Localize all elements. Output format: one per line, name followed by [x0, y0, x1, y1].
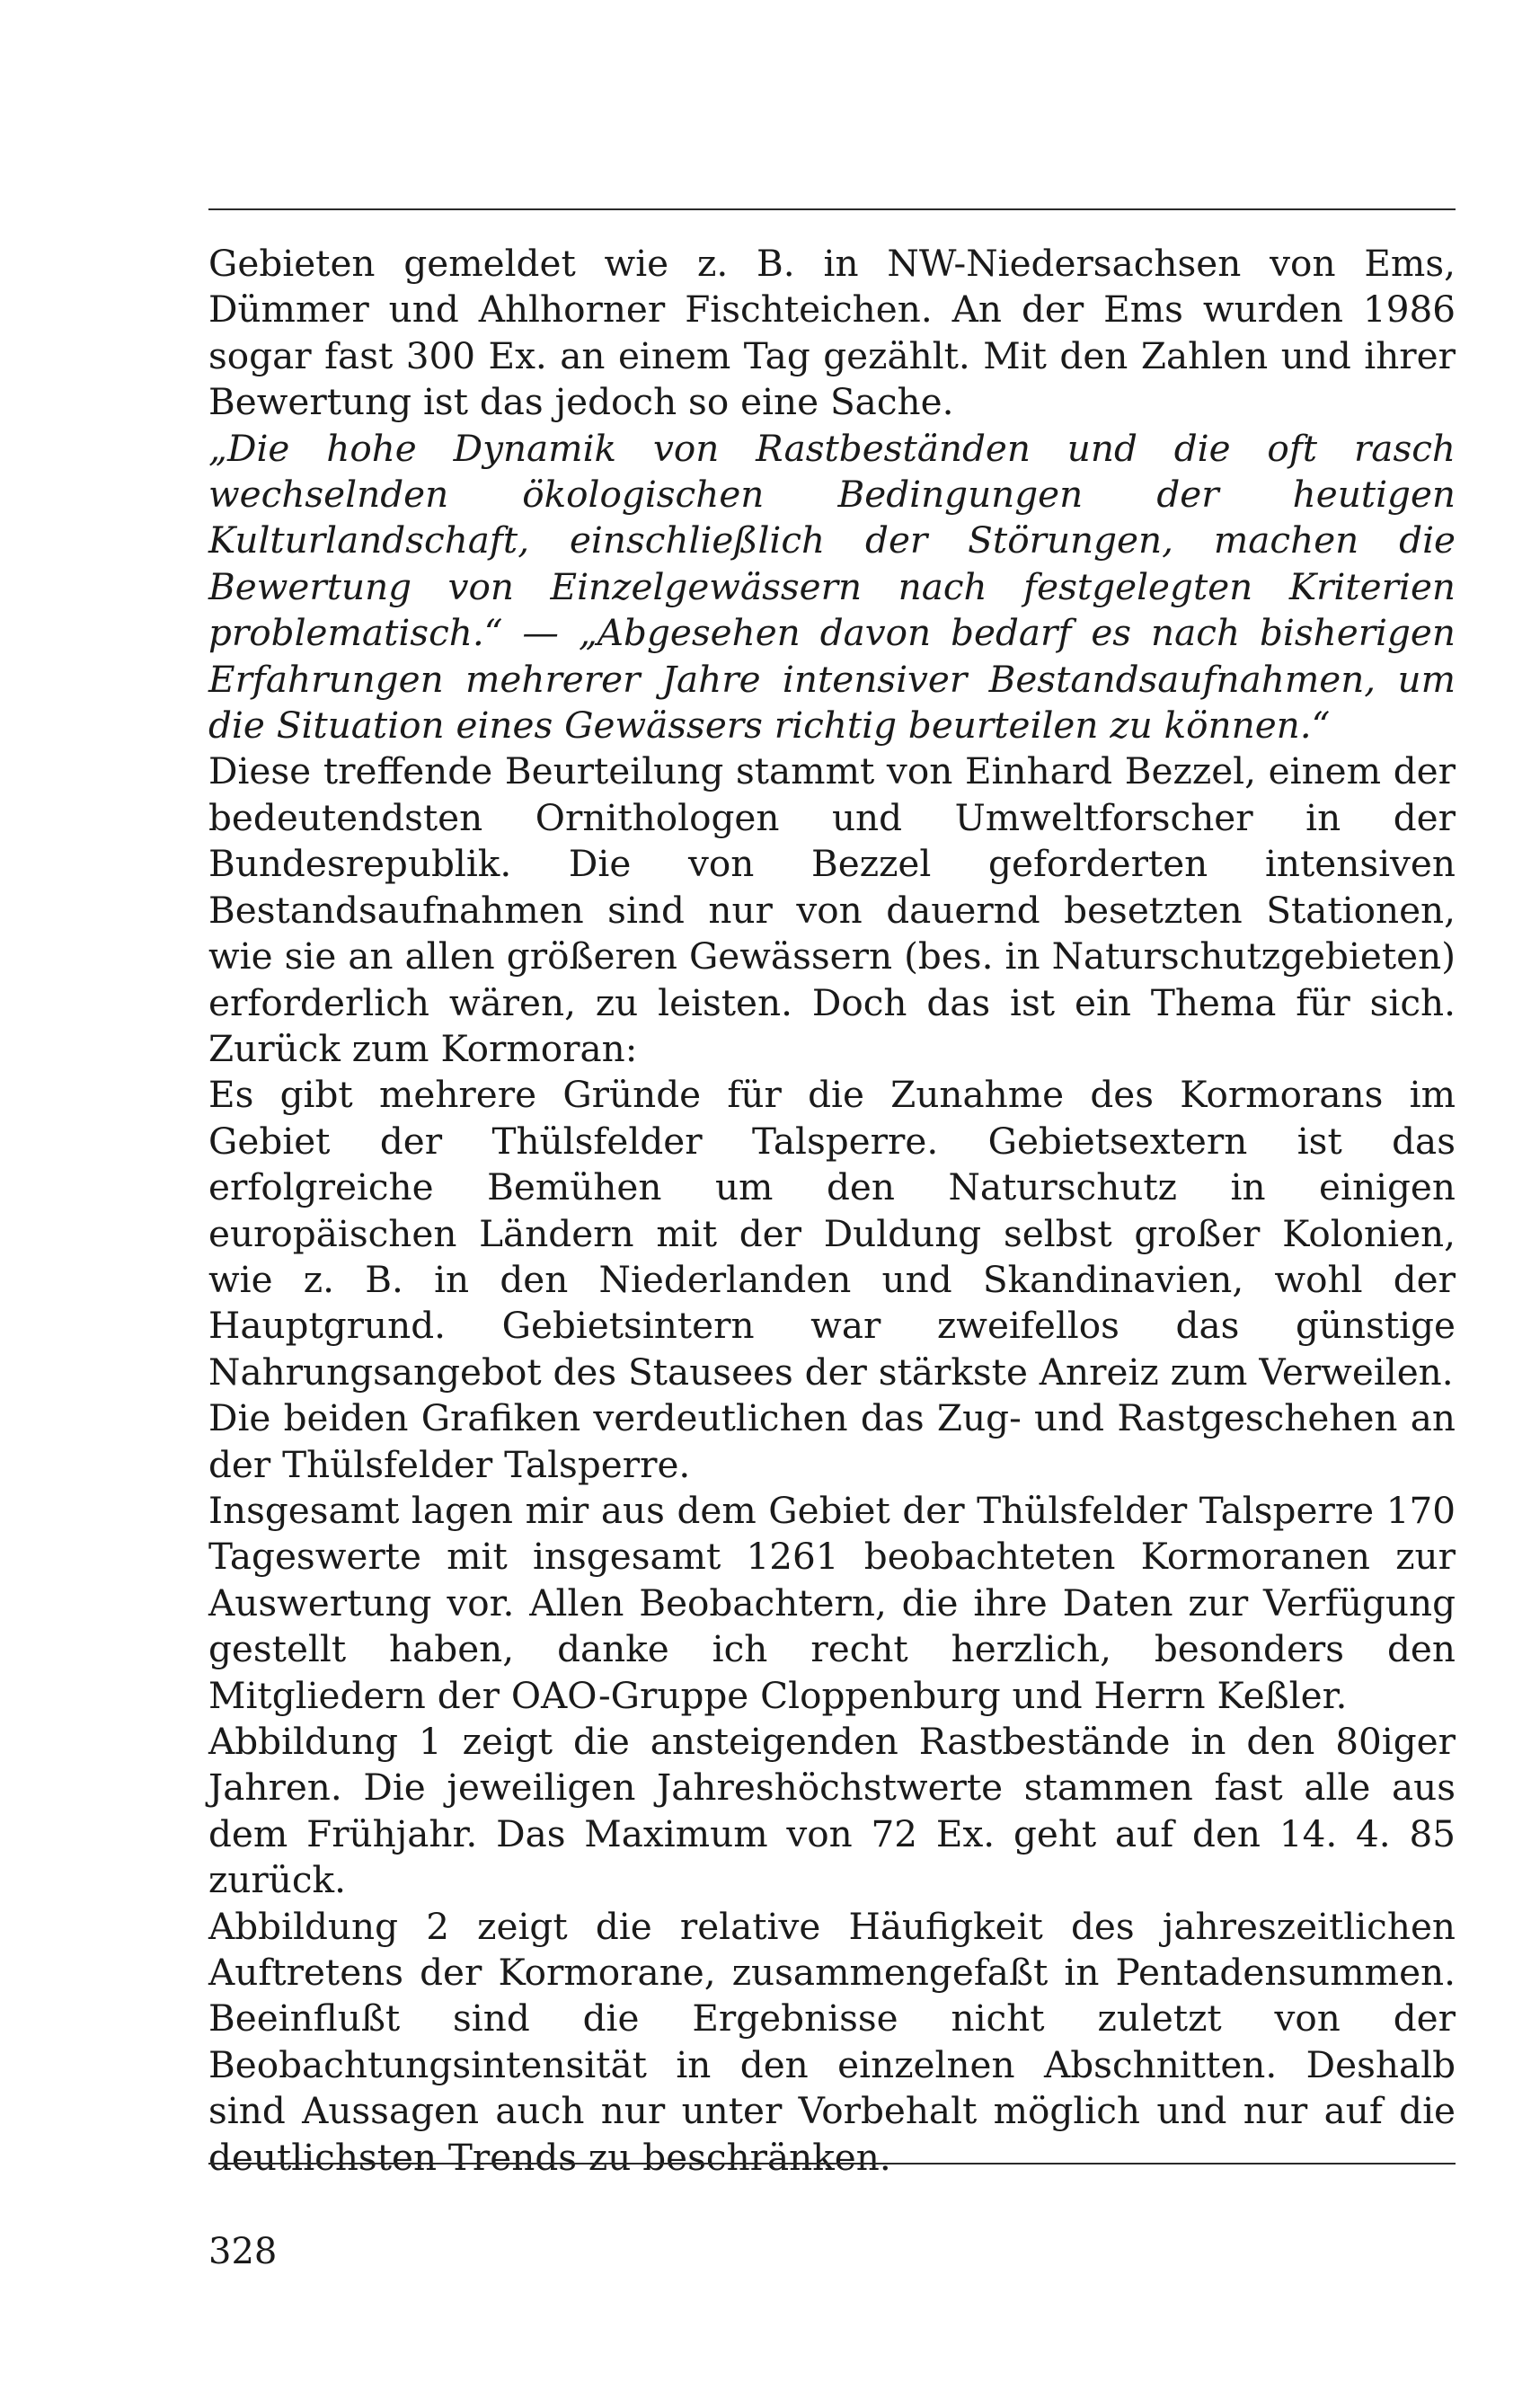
paragraph-1: Gebieten gemeldet wie z. B. in NW-Niedersachsen von Ems, Dümmer und Ahlhorner Fischteichen. An der Ems wurden 1986 sogar fast 300 Ex. an einem Tag gezählt. Mit den Zahlen und ihrer Bewertung ist das jedoch so eine Sache.	[208, 242, 1456, 424]
quote-paragraph: „Die hohe Dynamik von Rastbeständen und die oft rasch wechselnden ökologischen Bedingungen der heutigen Kulturlandschaft, einschließlich der Störungen, machen die Bewertung von Einzelgewässern nach festgelegten Kriterien problematisch.“ — „Abgesehen davon bedarf es nach bisherigen Erfahrungen mehrerer Jahre intensiver Bestandsaufnahmen, um die Situation eines Gewässers richtig beurteilen zu können.“	[208, 426, 1456, 748]
page-number: 328	[208, 2231, 278, 2272]
bottom-rule	[208, 2163, 1456, 2165]
paragraph-7: Abbildung 1 zeigt die ansteigenden Rastbestände in den 80iger Jahren. Die jeweiligen Jahreshöchstwerte stammen fast alle aus dem Frühjahr. Das Maximum von 72 Ex. geht auf den 14. 4. 85 zurück.	[208, 1720, 1456, 1902]
paragraph-4: Es gibt mehrere Gründe für die Zunahme des Kormorans im Gebiet der Thülsfelder Talsperre. Gebietsextern ist das erfolgreiche Bemühen um den Naturschutz in einigen europäischen Ländern mit der Duldung selbst großer Kolonien, wie z. B. in den Niederlanden und Skandinavien, wohl der Hauptgrund. Gebietsintern war zweifellos das günstige Nahrungsangebot des Stausees der stärkste Anreiz zum Verweilen.	[208, 1073, 1456, 1394]
paragraph-5: Die beiden Grafiken verdeutlichen das Zug- und Rastgeschehen an der Thülsfelder Talsperre.	[208, 1396, 1456, 1486]
paragraph-6: Insgesamt lagen mir aus dem Gebiet der Thülsfelder Talsperre 170 Tageswerte mit insgesamt 1261 beobachteten Kormoranen zur Auswertung vor. Allen Beobachtern, die ihre Daten zur Verfügung gestellt haben, danke ich recht herzlich, besonders den Mitgliedern der OAO-Gruppe Cloppenburg und Herrn Keßler.	[208, 1488, 1456, 1717]
paragraph-3: Diese treffende Beurteilung stammt von Einhard Bezzel, einem der bedeutendsten Ornithologen und Umweltforscher in der Bundesrepublik. Die von Bezzel geforderten intensiven Bestandsaufnahmen sind nur von dauernd besetzten Stationen, wie sie an allen größeren Gewässern (bes. in Naturschutzgebieten) erforderlich wären, zu leisten. Doch das ist ein Thema für sich. Zurück zum Kormoran:	[208, 749, 1456, 1070]
body-text	[208, 241, 1456, 2181]
paragraph-8: Abbildung 2 zeigt die relative Häufigkeit des jahreszeitlichen Auftretens der Kormorane, zusammengefaßt in Pentadensummen. Beeinflußt sind die Ergebnisse nicht zuletzt von der Beobachtungsintensität in den einzelnen Abschnitten. Deshalb sind Aussagen auch nur unter Vorbehalt möglich und nur auf die deutlichsten Trends zu beschränken.	[208, 1904, 1456, 2179]
top-rule	[208, 208, 1456, 210]
